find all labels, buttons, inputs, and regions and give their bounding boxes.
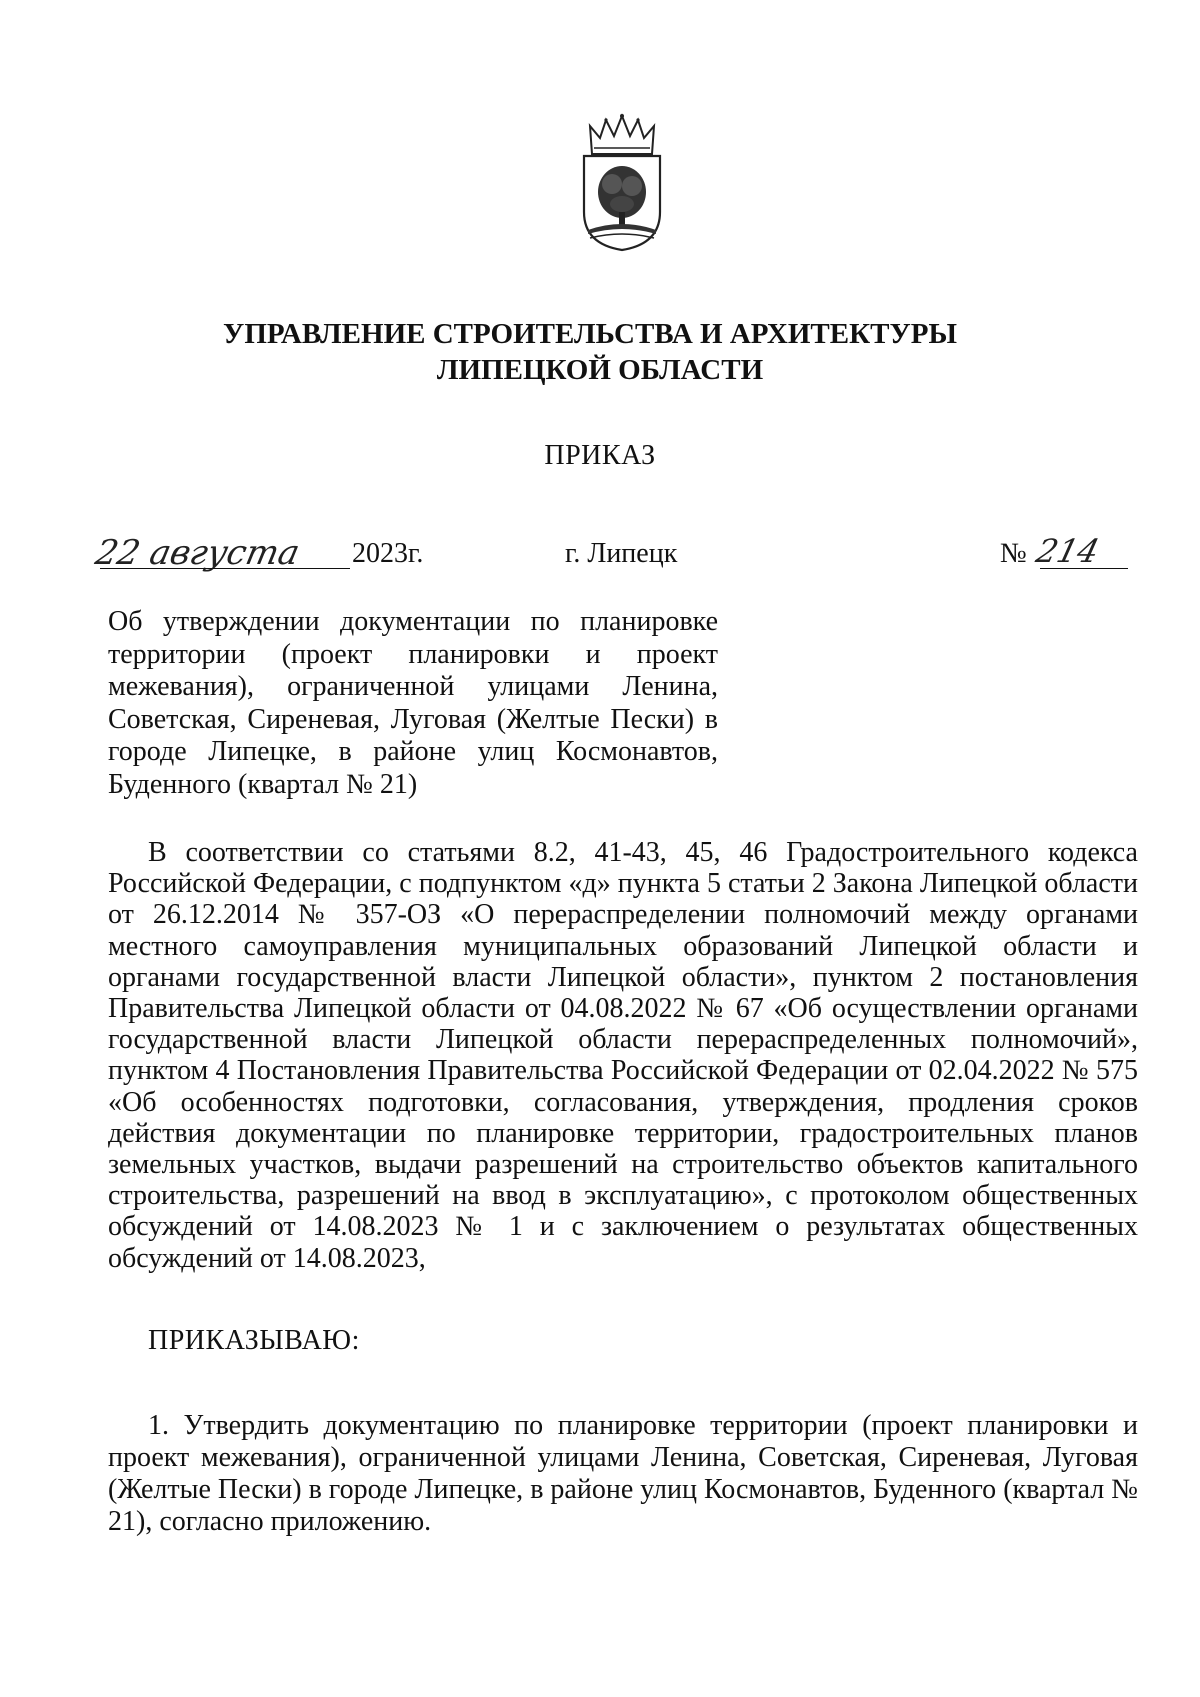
- order-word: ПРИКАЗЫВАЮ:: [148, 1325, 360, 1356]
- organization-title-line2: ЛИПЕЦКОЙ ОБЛАСТИ: [436, 354, 764, 386]
- clause-1: 1. Утвердить документацию по планировке территории (проект планировки и проект межевания), ограниченной улицами Ленина, Советская, Сиреневая, Луговая (Желтые Пески) в городе Липецке, в районе улиц Космонавтов, Буденного (квартал № 21), согласно приложению.: [108, 1410, 1138, 1537]
- date-number-line: [92, 532, 1130, 588]
- date-year: 2023г.: [352, 538, 424, 569]
- date-underline: [100, 568, 350, 569]
- svg-text:214: 214: [1032, 532, 1103, 570]
- document-type: ПРИКАЗ: [544, 440, 656, 471]
- number-label: №: [1000, 538, 1027, 569]
- preamble-paragraph: В соответствии со статьями 8.2, 41-43, 45, 46 Градостроительного кодекса Российской Федерации, с подпунктом «д» пункта 5 статьи 2 Закона Липецкой области от 26.12.2014 № 357-ОЗ «О перераспределении полномочий между органами местного самоуправления муниципальных образований Липецкой области и органами государственной власти Липецкой области», пунктом 2 постановления Правительства Липецкой области от 04.08.2022 № 67 «Об осуществлении органами государственной власти Липецкой области перераспределенных полномочий», пунктом 4 Постановления Правительства Российской Федерации от 02.04.2022 № 575 «Об особенностях подготовки, согласования, утверждения, продления сроков действия документации по планировке территории, градостроительных планов земельных участков, выдачи разрешений на строительство объектов капитального строительства, разрешений на ввод в эксплуатацию», с протоколом общественных обсуждений от 14.08.2023 № 1 и с заключением о результатах общественных обсуждений от 14.08.2023,: [108, 837, 1138, 1274]
- handwritten-number: [1032, 524, 1110, 572]
- handwritten-date: [92, 526, 350, 578]
- lipetsk-coat-of-arms-icon: [572, 112, 672, 252]
- city: г. Липецк: [565, 538, 678, 569]
- number-underline: [1040, 568, 1128, 569]
- svg-text:22 августа: 22 августа: [92, 533, 303, 573]
- document-subject: Об утверждении документации по планировке территории (проект планировки и проект межевания), ограниченной улицами Ленина, Советская, Сиреневая, Луговая (Желтые Пески) в городе Липецке, в районе улиц Космонавтов, Буденного (квартал № 21): [108, 606, 718, 800]
- organization-title-line1: УПРАВЛЕНИЕ СТРОИТЕЛЬСТВА И АРХИТЕКТУРЫ: [223, 318, 957, 350]
